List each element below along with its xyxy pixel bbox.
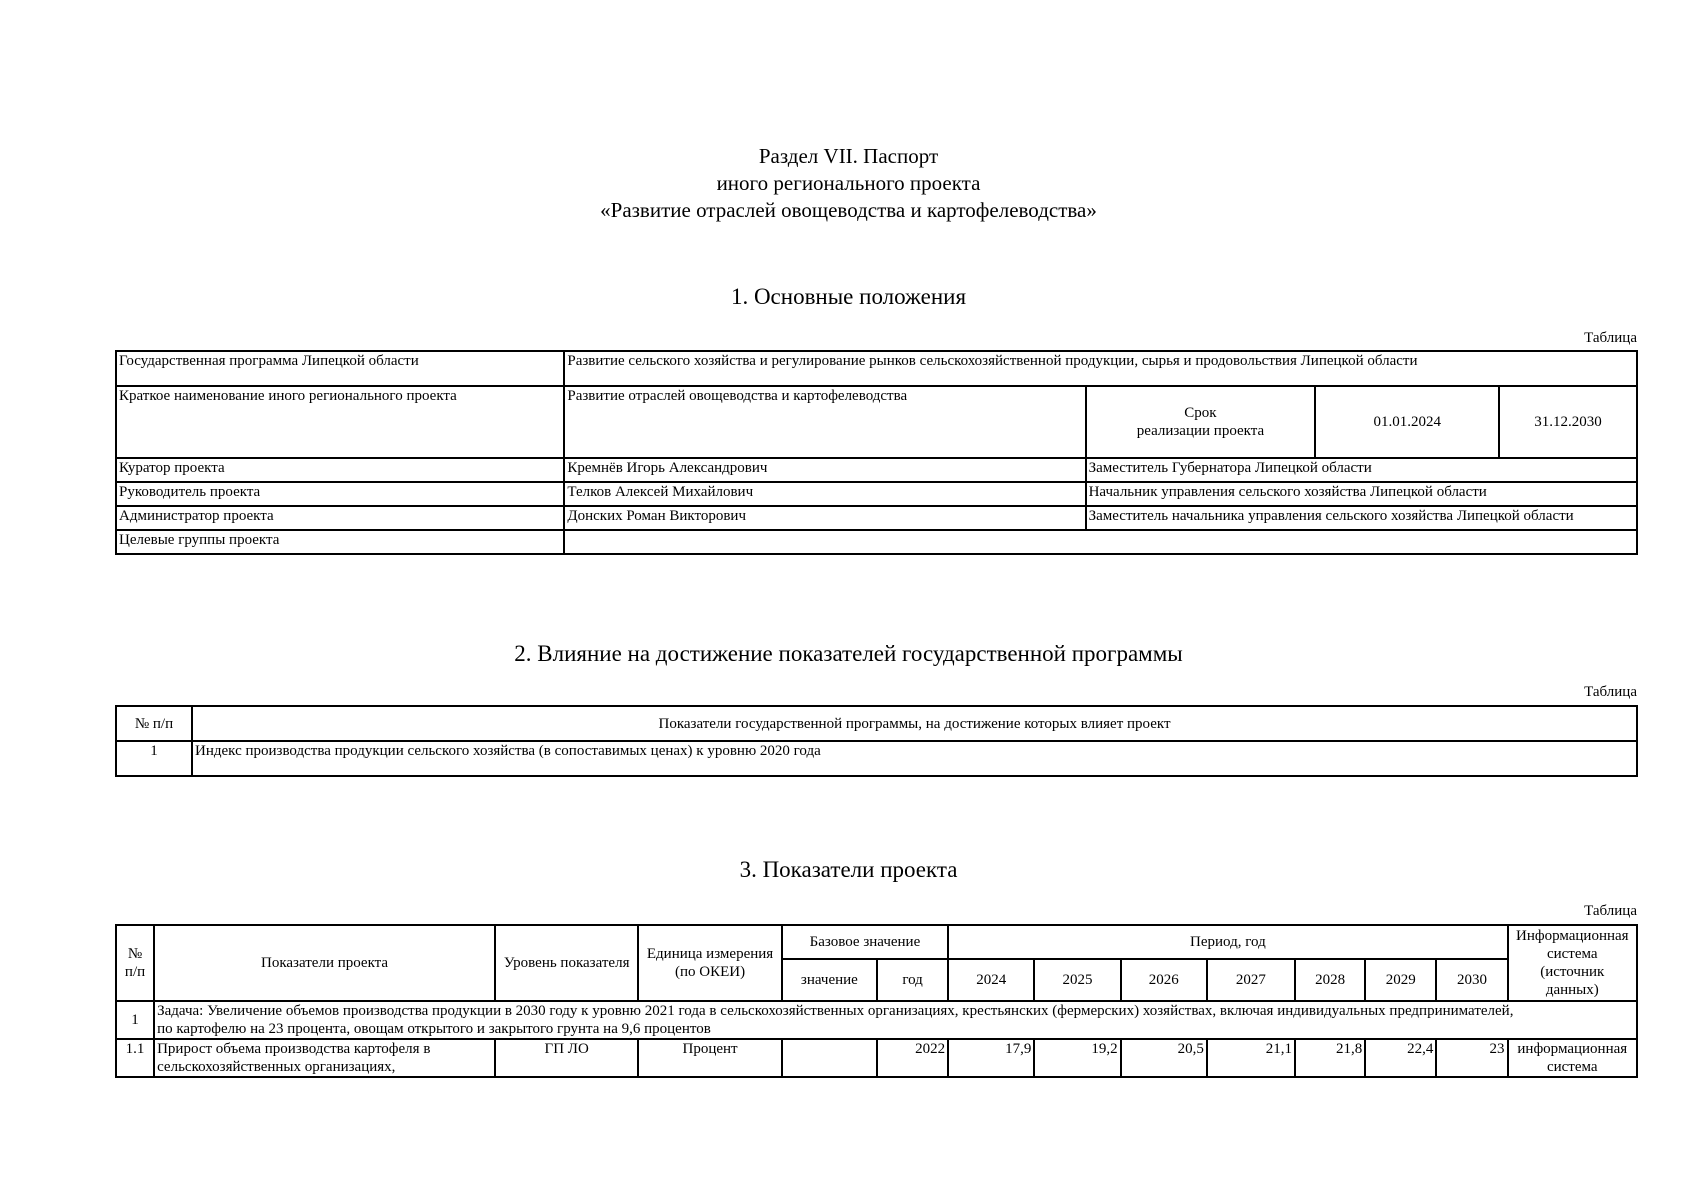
main-provisions-table — [115, 350, 1638, 555]
col-base-header: Базовое значение — [782, 925, 948, 959]
header-line-2: иного регионального проекта — [716, 171, 981, 195]
header-line-1: Раздел VII. Паспорт — [758, 144, 939, 168]
task-text: Задача: Увеличение объемов производства продукции в 2030 году к уровню 2021 года в сельскохозяйственных организациях, крестьянских (фермерских) хозяйствах, включая индивидуальных предпринимателей, по картофелю на 23 процента, овощам открытого и закрытого грунта на 9,6 процентов — [154, 1001, 1637, 1039]
table-header-row — [116, 706, 1637, 741]
row-unit: Процент — [638, 1039, 781, 1077]
section-2-title: 2. Влияние на достижение показателей государственной программы — [514, 641, 1183, 666]
col-name-header: Показатели проекта — [154, 925, 495, 1001]
table-row — [116, 530, 1637, 554]
row-value: Развитие отраслей овощеводства и картофелеводства — [564, 386, 1085, 458]
row-value — [564, 530, 1637, 554]
header-line-3: «Развитие отраслей овощеводства и картофелеводства» — [600, 198, 1097, 222]
term-start: 01.01.2024 — [1315, 386, 1499, 458]
row-value: Донских Роман Викторович — [564, 506, 1085, 530]
row-info-system: информационная система — [1508, 1039, 1637, 1077]
row-label: Целевые группы проекта — [116, 530, 564, 554]
row-level: ГП ЛО — [495, 1039, 638, 1077]
col-info-header: Информационная система (источник данных) — [1508, 925, 1637, 1001]
table-row — [116, 741, 1637, 776]
table-row — [116, 482, 1637, 506]
table-header-row — [116, 925, 1637, 959]
term-label: Срок реализации проекта — [1086, 386, 1316, 458]
col-number-header: № п/п — [116, 925, 154, 1001]
col-level-header: Уровень показателя — [495, 925, 638, 1001]
row-label: Руководитель проекта — [116, 482, 564, 506]
col-year-header: 2027 — [1207, 959, 1295, 1001]
col-indicator-header: Показатели государственной программы, на достижение которых влияет проект — [192, 706, 1637, 741]
section-1-title: 1. Основные положения — [730, 284, 967, 309]
row-position: Начальник управления сельского хозяйства Липецкой области — [1086, 482, 1637, 506]
col-year-header: 2028 — [1295, 959, 1365, 1001]
term-end: 31.12.2030 — [1499, 386, 1637, 458]
row-year-value: 23 — [1436, 1039, 1507, 1077]
row-year-value: 17,9 — [948, 1039, 1034, 1077]
col-year-header: 2026 — [1121, 959, 1207, 1001]
row-position: Заместитель Губернатора Липецкой области — [1086, 458, 1637, 482]
section-2-caption: Таблица — [1584, 684, 1637, 700]
project-indicators-table — [115, 924, 1638, 1078]
row-label: Краткое наименование иного регионального проекта — [116, 386, 564, 458]
document-header — [0, 143, 1697, 224]
col-base-value-header: значение — [782, 959, 877, 1001]
col-year-header: 2025 — [1034, 959, 1120, 1001]
section-1-caption: Таблица — [1584, 330, 1637, 346]
table-row — [116, 458, 1637, 482]
col-base-year-header: год — [877, 959, 948, 1001]
row-number: 1 — [116, 741, 192, 776]
row-indicator-name: Прирост объема производства картофеля в сельскохозяйственных организациях, — [154, 1039, 495, 1077]
row-label: Куратор проекта — [116, 458, 564, 482]
table-row — [116, 506, 1637, 530]
row-label: Администратор проекта — [116, 506, 564, 530]
col-year-header: 2030 — [1436, 959, 1507, 1001]
row-number: 1.1 — [116, 1039, 154, 1077]
row-base-year: 2022 — [877, 1039, 948, 1077]
table-row — [116, 351, 1637, 386]
row-year-value: 22,4 — [1365, 1039, 1436, 1077]
row-value: Кремнёв Игорь Александрович — [564, 458, 1085, 482]
col-year-header: 2024 — [948, 959, 1034, 1001]
row-year-value: 19,2 — [1034, 1039, 1120, 1077]
table-row — [116, 386, 1637, 458]
row-year-value: 21,1 — [1207, 1039, 1295, 1077]
row-year-value: 20,5 — [1121, 1039, 1207, 1077]
col-period-header: Период, год — [948, 925, 1507, 959]
row-value: Телков Алексей Михайлович — [564, 482, 1085, 506]
section-3-caption: Таблица — [1584, 903, 1637, 919]
col-number-header: № п/п — [116, 706, 192, 741]
row-base-value — [782, 1039, 877, 1077]
section-3-title: 3. Показатели проекта — [739, 857, 958, 882]
table-row — [116, 1039, 1637, 1077]
row-year-value: 21,8 — [1295, 1039, 1365, 1077]
row-position: Заместитель начальника управления сельского хозяйства Липецкой области — [1086, 506, 1637, 530]
row-value: Развитие сельского хозяйства и регулирование рынков сельскохозяйственной продукции, сырья и продовольствия Липецкой области — [564, 351, 1637, 386]
row-label: Государственная программа Липецкой области — [116, 351, 564, 386]
col-unit-header: Единица измерения (по ОКЕИ) — [638, 925, 781, 1001]
program-indicators-table — [115, 705, 1638, 777]
task-row — [116, 1001, 1637, 1039]
task-number: 1 — [116, 1001, 154, 1039]
row-indicator: Индекс производства продукции сельского хозяйства (в сопоставимых ценах) к уровню 2020 года — [192, 741, 1637, 776]
col-year-header: 2029 — [1365, 959, 1436, 1001]
